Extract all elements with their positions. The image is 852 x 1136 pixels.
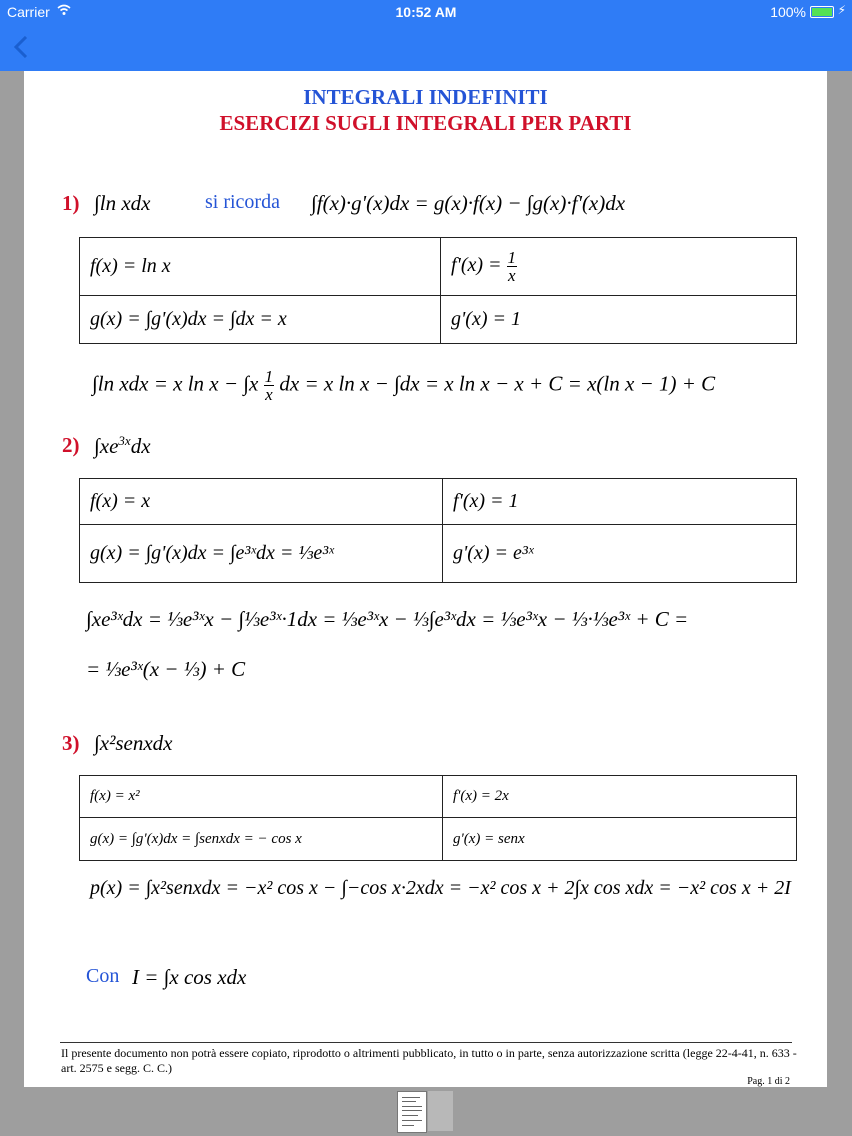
- exercise-1-solution: [92, 368, 715, 403]
- exercise-1-table: [79, 237, 797, 344]
- battery-icon: [810, 6, 834, 18]
- exercise-2-number: 2): [62, 433, 80, 457]
- table-cell: [441, 238, 797, 296]
- exercise-2-table: [79, 478, 797, 583]
- table-cell: g'(x) = e³ˣ: [443, 525, 797, 583]
- page-thumbnail-2[interactable]: [428, 1091, 453, 1131]
- fraction: [264, 368, 275, 403]
- page-title: INTEGRALI INDEFINITI: [303, 85, 548, 109]
- fraction-numerator: 1: [507, 248, 517, 267]
- integral-text: ∫xe: [94, 434, 119, 458]
- exercise-2-solution-line-2: = ⅓e³ˣ(x − ⅓) + C: [86, 657, 246, 681]
- solution-part: ∫ln xdx = x ln x − ∫x: [92, 371, 259, 396]
- table-cell: f'(x) = 2x: [443, 776, 797, 818]
- con-label: Con: [86, 965, 120, 987]
- battery-percentage: 100%: [770, 4, 806, 20]
- integral-text: dx: [130, 434, 151, 458]
- table-cell-text: f'(x) =: [451, 254, 502, 277]
- table-cell: f'(x) = 1: [443, 479, 797, 525]
- exercise-3-table: [79, 775, 797, 861]
- solution-part: dx = x ln x − ∫dx = x ln x − x + C = x(ln x − 1) + C: [279, 371, 716, 396]
- parts-formula: ∫f(x)·g'(x)dx = g(x)·f(x) − ∫g(x)·f'(x)dx: [311, 191, 626, 215]
- back-chevron-icon[interactable]: [14, 36, 28, 58]
- con-expression: I = ∫x cos xdx: [132, 965, 247, 989]
- table-cell: f(x) = x: [80, 479, 443, 525]
- fraction-numerator: 1: [264, 367, 274, 386]
- exercise-1-number: 1): [62, 191, 80, 215]
- clock: 10:52 AM: [395, 4, 457, 20]
- carrier-label: Carrier: [7, 4, 50, 20]
- exercise-3-number: 3): [62, 731, 80, 755]
- pdf-page[interactable]: [24, 71, 827, 1087]
- table-cell: f(x) = ln x: [80, 238, 441, 296]
- page-subtitle: ESERCIZI SUGLI INTEGRALI PER PARTI: [219, 111, 632, 135]
- footer-divider: [60, 1042, 792, 1043]
- charging-icon: ⚡: [837, 3, 846, 17]
- status-bar: [0, 0, 852, 24]
- page-number: Pag. 1 di 2: [747, 1076, 790, 1087]
- page-thumbnail-1[interactable]: [397, 1091, 427, 1133]
- table-cell: g(x) = ∫g'(x)dx = ∫e³ˣdx = ⅓e³ˣ: [80, 525, 443, 583]
- exercise-2-integral: [94, 433, 151, 459]
- exponent: 3x: [118, 433, 131, 448]
- fraction-denominator: x: [265, 385, 273, 404]
- exercise-3-integral: ∫x²senxdx: [94, 731, 173, 755]
- copyright-footer: Il presente documento non potrà essere copiato, riprodotto o altrimenti pubblicato, in tutto o in parte, senza autorizzazione scritta (legge 22-4-41, n. 633 - art. 2575 e segg. C. C.): [61, 1046, 797, 1075]
- table-cell: f(x) = x²: [80, 776, 443, 818]
- fraction-denominator: x: [508, 266, 516, 285]
- table-cell: g'(x) = 1: [441, 296, 797, 344]
- table-cell: g'(x) = senx: [443, 818, 797, 861]
- table-cell: g(x) = ∫g'(x)dx = ∫dx = x: [80, 296, 441, 344]
- navigation-bar: [0, 24, 852, 71]
- fraction: [507, 249, 518, 284]
- table-cell: g(x) = ∫g'(x)dx = ∫senxdx = − cos x: [80, 818, 443, 861]
- exercise-1-integral: ∫ln xdx: [94, 191, 151, 215]
- exercise-3-solution: p(x) = ∫x²senxdx = −x² cos x − ∫−cos x·2xdx = −x² cos x + 2∫x cos xdx = −x² cos x + 2I: [90, 877, 791, 899]
- exercise-1-note: si ricorda: [205, 191, 280, 213]
- exercise-2-solution-line-1: ∫xe³ˣdx = ⅓e³ˣx − ∫⅓e³ˣ·1dx = ⅓e³ˣx − ⅓∫e³ˣdx = ⅓e³ˣx − ⅓·⅓e³ˣ + C =: [86, 607, 689, 631]
